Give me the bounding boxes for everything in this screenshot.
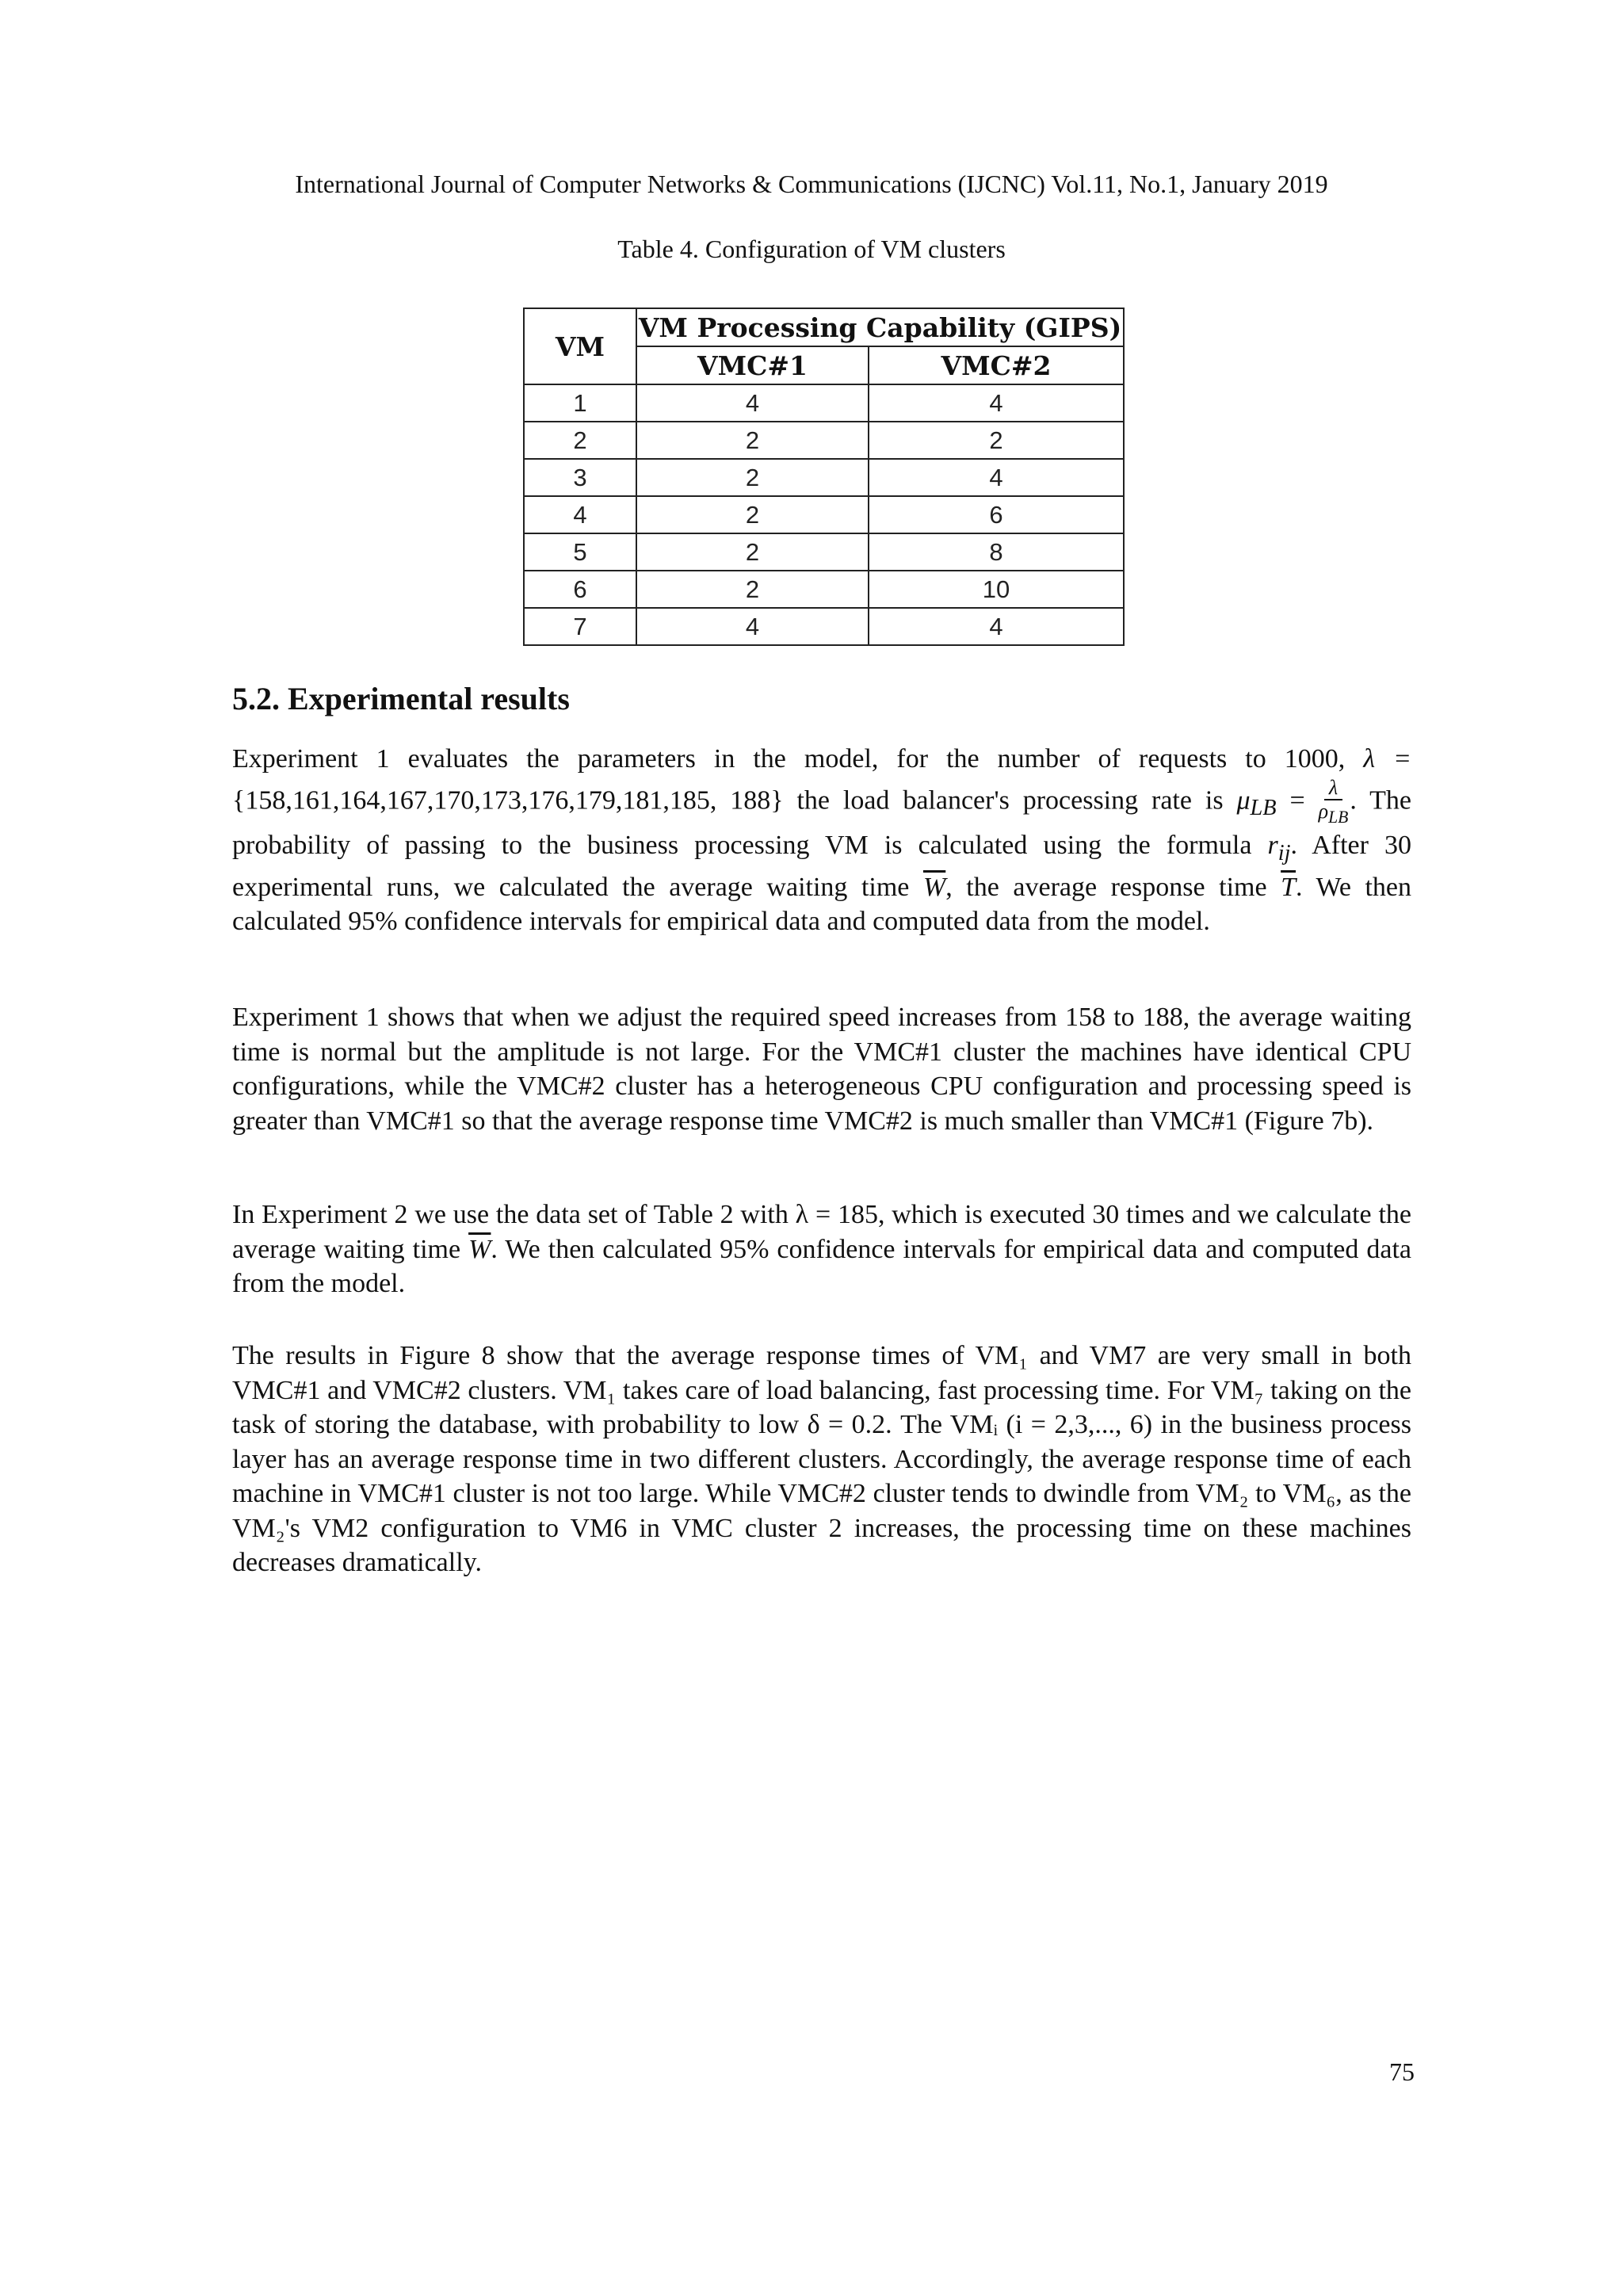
page-number: 75 <box>1389 2057 1415 2086</box>
p3-text-1: In Experiment 2 we use the data set of Table 2 with λ = 185, which is executed 30 times and we calculate the average waiting time <box>232 1200 1411 1264</box>
p1-text-3: . The probability of passing to the business processing VM is calculated using the formula <box>232 785 1412 860</box>
table-row <box>524 608 1124 645</box>
w-bar-symbol-2: $\overline{W}$ <box>468 1234 491 1264</box>
p1-text-5: , the average response time <box>945 872 1267 902</box>
rho-subscript: LB <box>1328 807 1349 827</box>
cell-vmc1: 2 <box>636 571 869 608</box>
header-vmc2: VMC#2 <box>869 346 1124 384</box>
t-bar-symbol: $\overline{T}$ <box>1281 872 1296 902</box>
cell-vmc2: 2 <box>869 422 1124 459</box>
equals-sign: = <box>1289 785 1305 815</box>
p3-text-2: . We then calculated 95% confidence intervals for empirical data and computed data from the model. <box>232 1234 1411 1298</box>
cell-vm: 4 <box>524 496 636 533</box>
cell-vmc1: 4 <box>636 384 869 422</box>
r-symbol: r <box>1267 830 1278 860</box>
table-caption: Table 4. Configuration of VM clusters <box>617 235 1006 263</box>
table-row <box>524 496 1124 533</box>
cell-vmc1: 2 <box>636 422 869 459</box>
lambda-over-rho-fraction <box>1319 777 1349 828</box>
rho-symbol: ρ <box>1318 799 1329 823</box>
paragraph-experiment-1-results: Experiment 1 shows that when we adjust the required speed increases from 158 to 188, the average waiting time is normal but the amplitude is not large. For the VMC#1 cluster the machines have identical CPU configurations, while the VMC#2 cluster has a heterogeneous CPU configuration and processing speed is greater than VMC#1 so that the average response time VMC#2 is much smaller than VMC#1 (Figure 7b). <box>232 1003 1411 1136</box>
cell-vm: 2 <box>524 422 636 459</box>
table-row <box>524 533 1124 571</box>
p1-text-2: {158,161,164,167,170,173,176,179,181,185, 188} the load balancer's processing rate is <box>232 785 1224 815</box>
cell-vm: 5 <box>524 533 636 571</box>
cell-vm: 7 <box>524 608 636 645</box>
fraction-numerator: λ <box>1324 777 1342 800</box>
cell-vmc2: 8 <box>869 533 1124 571</box>
vm-config-table <box>523 308 1125 646</box>
section-title: 5.2. Experimental results <box>232 681 570 716</box>
cell-vmc1: 4 <box>636 608 869 645</box>
cell-vmc2: 6 <box>869 496 1124 533</box>
lambda-equation: λ = <box>1363 744 1412 774</box>
p1-text-1: Experiment 1 evaluates the parameters in the model, for the number of requests to 1000, <box>232 744 1346 774</box>
cell-vmc2: 4 <box>869 608 1124 645</box>
cell-vmc2: 10 <box>869 571 1124 608</box>
fraction-denominator <box>1319 800 1349 828</box>
cell-vm: 1 <box>524 384 636 422</box>
table-row <box>524 459 1124 496</box>
header-processing-capability: VM Processing Capability (GIPS) <box>636 308 1124 346</box>
cell-vm: 6 <box>524 571 636 608</box>
mu-subscript: LB <box>1250 795 1277 820</box>
header-vm: VM <box>524 308 636 384</box>
table-row <box>524 422 1124 459</box>
cell-vmc2: 4 <box>869 384 1124 422</box>
p1-text-6: . We then calculated 95% confidence intervals for empirical data and computed data from the model. <box>232 872 1411 937</box>
cell-vmc1: 2 <box>636 496 869 533</box>
journal-header: International Journal of Computer Networks & Communications (IJCNC) Vol.11, No.1, January 2019 <box>295 170 1328 198</box>
paragraph-figure-8: The results in Figure 8 show that the average response times of VM₁ and VM7 are very small in both VMC#1 and VMC#2 clusters. VM₁ takes care of load balancing, fast processing time. For VM₇ taking on the task of storing the database, with probability to low δ = 0.2. The VMᵢ (i = 2,3,..., 6) in the business process layer has an average response time in two different clusters. Accordingly, the average response time of each machine in VMC#1 cluster is not too large. While VMC#2 cluster tends to dwindle from VM₂ to VM₆, as the VM₂'s VM2 configuration to VM6 in VMC cluster 2 increases, the processing time on these machines decreases dramatically. <box>232 1341 1411 1577</box>
cell-vmc1: 2 <box>636 533 869 571</box>
table-row <box>524 571 1124 608</box>
table-row <box>524 384 1124 422</box>
paragraph-experiment-1 <box>232 742 1411 939</box>
r-subscript: ij <box>1277 840 1291 865</box>
mu-symbol: μ <box>1236 785 1251 815</box>
cell-vmc2: 4 <box>869 459 1124 496</box>
paragraph-experiment-2 <box>232 1198 1411 1301</box>
cell-vmc1: 2 <box>636 459 869 496</box>
header-vmc1: VMC#1 <box>636 346 869 384</box>
cell-vm: 3 <box>524 459 636 496</box>
w-bar-symbol: $\overline{W}$ <box>922 872 946 902</box>
p1-text-4: . After 30 experimental runs, we calculated the average waiting time <box>232 830 1412 902</box>
